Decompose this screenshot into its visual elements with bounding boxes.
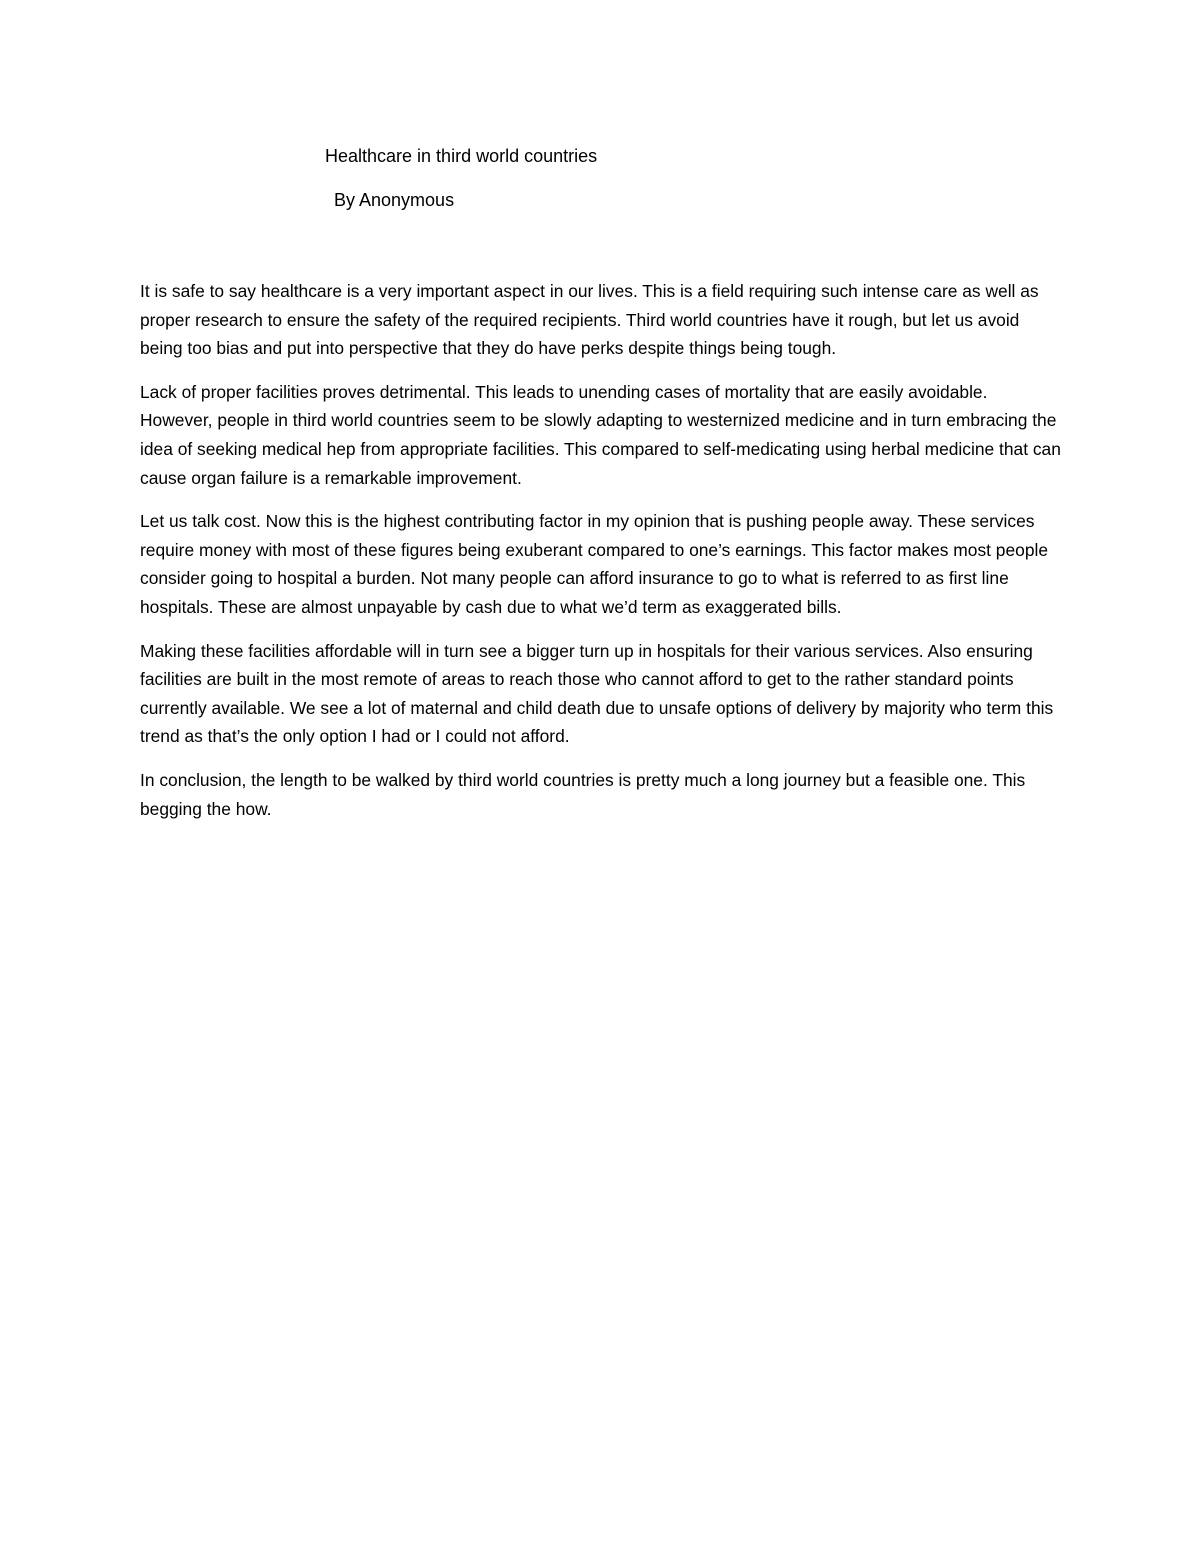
paragraph-affordability: Making these facilities affordable will in turn see a bigger turn up in hospitals for their various services. Also ensuring facilities are built in the most remote of areas to reach those who cannot afford to get to the rather standard points currently available. We see a lot of maternal and child death due to unsafe options of delivery by majority who term this trend as that’s the only option I had or I could not afford. <box>140 640 1054 747</box>
paragraph-conclusion: In conclusion, the length to be walked by third world countries is pretty much a long journey but a feasible one. This begging the how. <box>140 769 1026 819</box>
paragraph-facilities: Lack of proper facilities proves detrimental. This leads to unending cases of mortality that are easily avoidable. However, people in third world countries seem to be slowly adapting to westernized medicine and in turn embracing the idea of seeking medical hep from appropriate facilities. This compared to self-medicating using herbal medicine that can cause organ failure is a remarkable improvement. <box>140 381 1061 488</box>
document-body <box>140 277 1062 838</box>
document-byline: By Anonymous <box>334 190 455 210</box>
document-title: Healthcare in third world countries <box>325 146 598 166</box>
paragraph-cost: Let us talk cost. Now this is the highest contributing factor in my opinion that is pushing people away. These services require money with most of these figures being exuberant compared to one’s earnings. This factor makes most people consider going to hospital a burden. Not many people can afford insurance to go to what is referred to as first line hospitals. These are almost unpayable by cash due to what we’d term as exaggerated bills. <box>140 511 1049 617</box>
paragraph-intro: It is safe to say healthcare is a very important aspect in our lives. This is a field requiring such intense care as well as proper research to ensure the safety of the required recipients. Third world countries have it rough, but let us avoid being too bias and put into perspective that they do have perks despite things being tough. <box>140 281 1039 359</box>
